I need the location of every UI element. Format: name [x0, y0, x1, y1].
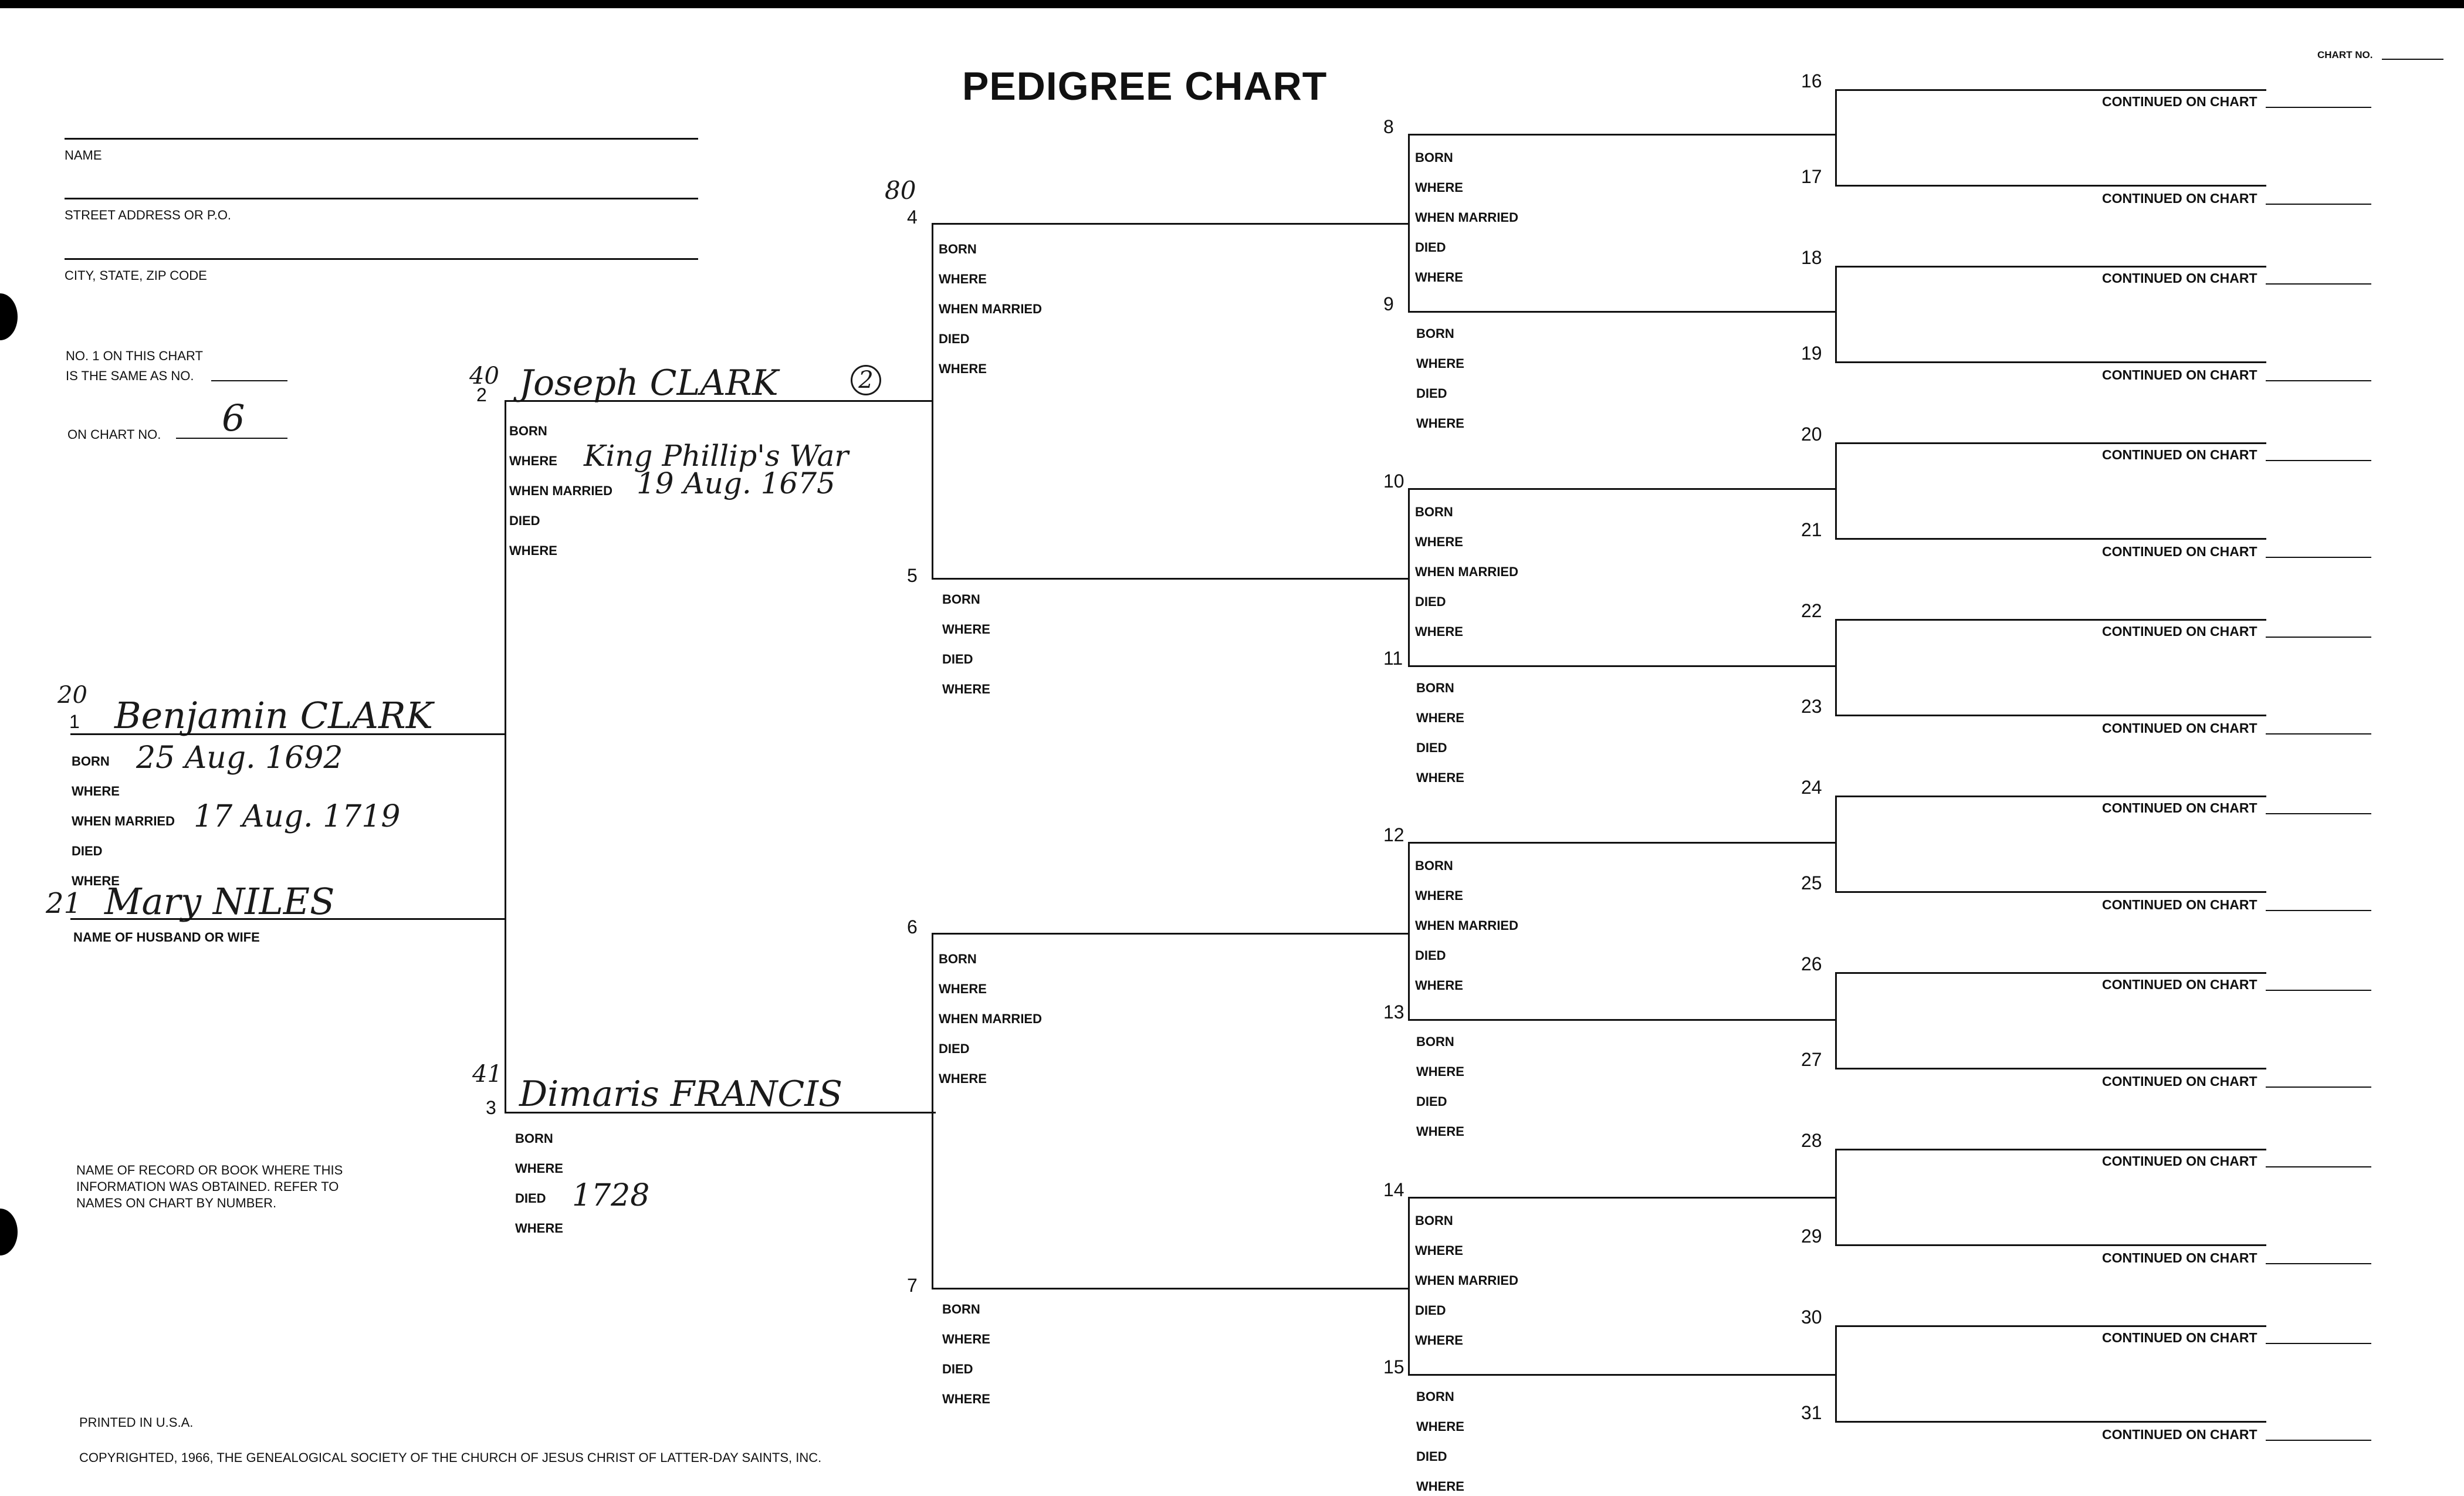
bracket-30 [1835, 1325, 1837, 1421]
person4-where-label-4: WHERE [939, 361, 987, 376]
person18-line [1835, 266, 2266, 268]
person14-line [1408, 1197, 1835, 1199]
bracket-28 [1835, 1149, 1837, 1244]
person2-where-label: WHERE [509, 453, 557, 468]
person30-number: 30 [1801, 1307, 1822, 1328]
city-line[interactable] [65, 258, 698, 260]
continued-field-28[interactable] [2266, 1166, 2371, 1167]
same-as-label-2: IS THE SAME AS NO. [66, 368, 194, 383]
person6-where-label-4: WHERE [939, 1071, 987, 1086]
person8-died-label-3: DIED [1415, 240, 1446, 255]
person27-line [1835, 1068, 2266, 1069]
bracket-10 [1408, 488, 1410, 665]
person24-line [1835, 796, 2266, 797]
person7-number: 7 [907, 1275, 918, 1296]
person10-when_married-label-2: WHEN MARRIED [1415, 564, 1518, 579]
person26-line [1835, 972, 2266, 974]
person23-number: 23 [1801, 696, 1822, 717]
person1-where2-label: WHERE [72, 874, 120, 888]
person9-born-label-0: BORN [1416, 326, 1454, 341]
person1-where-label: WHERE [72, 784, 120, 798]
person10-died-label-3: DIED [1415, 594, 1446, 609]
continued-label-28: CONTINUED ON CHART [2102, 1153, 2257, 1169]
person12-number: 12 [1383, 824, 1404, 845]
bracket-6 [932, 933, 933, 1288]
person6-died-label-3: DIED [939, 1041, 970, 1056]
source-note-line-3: NAMES ON CHART BY NUMBER. [76, 1196, 277, 1210]
person7-born-label-0: BORN [942, 1302, 980, 1316]
person1-born: 25 Aug. 1692 [136, 740, 343, 776]
person5-died-label-2: DIED [942, 652, 973, 666]
person14-born-label-0: BORN [1415, 1213, 1453, 1228]
person4-ref: 80 [885, 176, 916, 205]
continued-label-30: CONTINUED ON CHART [2102, 1330, 2257, 1345]
person17-line [1835, 185, 2266, 187]
person15-died-label-2: DIED [1416, 1449, 1447, 1464]
spouse-line [70, 918, 505, 920]
person15-where-label-1: WHERE [1416, 1419, 1464, 1434]
person10-where-label-4: WHERE [1415, 624, 1463, 639]
bracket-14 [1408, 1197, 1410, 1374]
name-line[interactable] [65, 138, 698, 140]
continued-field-17[interactable] [2266, 204, 2371, 205]
continued-label-27: CONTINUED ON CHART [2102, 1074, 2257, 1089]
person2-married: 19 Aug. 1675 [637, 466, 835, 500]
address-label: STREET ADDRESS OR P.O. [65, 208, 232, 222]
person15-born-label-0: BORN [1416, 1389, 1454, 1404]
continued-label-20: CONTINUED ON CHART [2102, 447, 2257, 462]
continued-label-24: CONTINUED ON CHART [2102, 800, 2257, 815]
person7-where-label-3: WHERE [942, 1392, 990, 1406]
person8-when_married-label-2: WHEN MARRIED [1415, 210, 1518, 225]
person13-where-label-1: WHERE [1416, 1064, 1464, 1079]
person12-when_married-label-2: WHEN MARRIED [1415, 918, 1518, 933]
continued-label-19: CONTINUED ON CHART [2102, 367, 2257, 383]
continued-field-24[interactable] [2266, 813, 2371, 814]
on-chart-label: ON CHART NO. [67, 427, 161, 442]
person1-ref: 20 [57, 682, 87, 709]
continued-field-21[interactable] [2266, 557, 2371, 558]
top-border [0, 0, 2464, 8]
person12-where-label-1: WHERE [1415, 888, 1463, 903]
person7-died-label-2: DIED [942, 1362, 973, 1376]
person5-number: 5 [907, 565, 918, 586]
person12-born-label-0: BORN [1415, 858, 1453, 873]
person23-line [1835, 715, 2266, 716]
person2-number: 2 [476, 384, 487, 405]
person13-number: 13 [1383, 1001, 1404, 1023]
person16-number: 16 [1801, 70, 1822, 92]
person1-number: 1 [69, 711, 80, 732]
city-label: CITY, STATE, ZIP CODE [65, 268, 207, 283]
person14-where-label-1: WHERE [1415, 1243, 1463, 1258]
person2-name: Joseph CLARK [519, 363, 779, 404]
person5-where-label-3: WHERE [942, 682, 990, 696]
person9-died-label-2: DIED [1416, 386, 1447, 401]
person15-number: 15 [1383, 1356, 1404, 1377]
person3-died-label: DIED [515, 1191, 546, 1206]
person6-number: 6 [907, 916, 918, 937]
person28-line [1835, 1149, 2266, 1150]
person2-married-label: WHEN MARRIED [509, 483, 612, 498]
continued-label-29: CONTINUED ON CHART [2102, 1250, 2257, 1265]
person10-born-label-0: BORN [1415, 505, 1453, 519]
person4-number: 4 [907, 207, 918, 228]
person3-where-label: WHERE [515, 1161, 563, 1176]
person9-where-label-3: WHERE [1416, 416, 1464, 431]
person8-born-label-0: BORN [1415, 150, 1453, 165]
person5-line [932, 578, 1408, 580]
bracket-18 [1835, 266, 1837, 361]
person17-number: 17 [1801, 166, 1822, 187]
person25-number: 25 [1801, 872, 1822, 893]
continued-label-25: CONTINUED ON CHART [2102, 897, 2257, 912]
person19-number: 19 [1801, 343, 1822, 364]
person12-died-label-3: DIED [1415, 948, 1446, 963]
person11-line [1408, 665, 1835, 667]
person6-where-label-1: WHERE [939, 981, 987, 996]
continued-label-26: CONTINUED ON CHART [2102, 977, 2257, 992]
person16-line [1835, 89, 2266, 91]
person25-line [1835, 891, 2266, 893]
continued-field-30[interactable] [2266, 1343, 2371, 1344]
person29-number: 29 [1801, 1226, 1822, 1247]
continued-label-23: CONTINUED ON CHART [2102, 720, 2257, 736]
person27-number: 27 [1801, 1049, 1822, 1070]
person14-when_married-label-2: WHEN MARRIED [1415, 1273, 1518, 1288]
person10-number: 10 [1383, 471, 1404, 492]
continued-field-18[interactable] [2266, 283, 2371, 285]
person15-line [1408, 1374, 1835, 1376]
person11-where-label-3: WHERE [1416, 770, 1464, 785]
person8-number: 8 [1383, 116, 1394, 137]
person2-where2-label: WHERE [509, 543, 557, 558]
person11-number: 11 [1383, 648, 1403, 669]
continued-field-29[interactable] [2266, 1263, 2371, 1264]
person26-number: 26 [1801, 953, 1822, 974]
person3-born-label: BORN [515, 1131, 553, 1146]
person2-born-label: BORN [509, 424, 547, 438]
person4-died-label-3: DIED [939, 331, 970, 346]
person4-where-label-1: WHERE [939, 272, 987, 286]
person2-circled: 2 [851, 365, 881, 395]
person11-died-label-2: DIED [1416, 740, 1447, 755]
punch-hole-top [0, 293, 18, 340]
person12-where-label-4: WHERE [1415, 978, 1463, 993]
bracket-26 [1835, 972, 1837, 1068]
person1-born-label: BORN [72, 754, 110, 769]
continued-label-31: CONTINUED ON CHART [2102, 1427, 2257, 1442]
person30-line [1835, 1325, 2266, 1327]
person20-line [1835, 442, 2266, 444]
person2-line [505, 400, 932, 402]
person14-died-label-3: DIED [1415, 1303, 1446, 1318]
person4-born-label-0: BORN [939, 242, 977, 256]
continued-field-25[interactable] [2266, 910, 2371, 911]
punch-hole-bottom [0, 1209, 18, 1255]
person28-number: 28 [1801, 1130, 1822, 1151]
person1-name: Benjamin CLARK [114, 694, 434, 737]
person9-line [1408, 311, 1835, 313]
person21-line [1835, 538, 2266, 540]
continued-field-20[interactable] [2266, 460, 2371, 461]
person3-line [505, 1112, 936, 1113]
person1-died-label: DIED [72, 844, 103, 858]
person5-born-label-0: BORN [942, 592, 980, 607]
source-note-line-2: INFORMATION WAS OBTAINED. REFER TO [76, 1179, 339, 1194]
person3-ref: 41 [472, 1061, 502, 1088]
continued-label-18: CONTINUED ON CHART [2102, 270, 2257, 286]
person20-number: 20 [1801, 424, 1822, 445]
person21-number: 21 [1801, 519, 1822, 540]
bracket-12 [1408, 842, 1410, 1019]
continued-label-21: CONTINUED ON CHART [2102, 544, 2257, 559]
person14-where-label-4: WHERE [1415, 1333, 1463, 1348]
name-label: NAME [65, 148, 102, 163]
same-as-label-1: NO. 1 ON THIS CHART [66, 348, 203, 363]
person2-died-label: DIED [509, 513, 540, 528]
continued-field-27[interactable] [2266, 1087, 2371, 1088]
bracket-16 [1835, 89, 1837, 185]
person13-died-label-2: DIED [1416, 1094, 1447, 1109]
source-note-line-1: NAME OF RECORD OR BOOK WHERE THIS [76, 1163, 343, 1177]
continued-field-23[interactable] [2266, 733, 2371, 735]
person29-line [1835, 1244, 2266, 1246]
bracket-22 [1835, 619, 1837, 715]
copyright-note: COPYRIGHTED, 1966, THE GENEALOGICAL SOCIETY OF THE CHURCH OF JESUS CHRIST OF LATTER-DAY SAINTS, INC. [79, 1450, 822, 1465]
bracket-24 [1835, 796, 1837, 891]
person31-number: 31 [1801, 1402, 1822, 1423]
bracket-4 [932, 223, 933, 578]
person8-where-label-1: WHERE [1415, 180, 1463, 195]
person5-where-label-1: WHERE [942, 622, 990, 637]
person15-where-label-3: WHERE [1416, 1479, 1464, 1494]
person3-died: 1728 [572, 1178, 650, 1213]
continued-field-31[interactable] [2266, 1440, 2371, 1441]
person1-married: 17 Aug. 1719 [194, 799, 401, 834]
person13-where-label-3: WHERE [1416, 1124, 1464, 1139]
person2-where: King Phillip's War [584, 439, 849, 473]
continued-field-22[interactable] [2266, 637, 2371, 638]
person2-ref: 40 [469, 363, 499, 390]
person11-born-label-0: BORN [1416, 681, 1454, 695]
continued-label-16: CONTINUED ON CHART [2102, 94, 2257, 109]
person22-line [1835, 619, 2266, 621]
person12-line [1408, 842, 1835, 844]
person6-when_married-label-2: WHEN MARRIED [939, 1011, 1042, 1026]
on-chart-value: 6 [222, 397, 245, 439]
person4-line [932, 223, 1408, 225]
person10-where-label-1: WHERE [1415, 534, 1463, 549]
page-title: PEDIGREE CHART [962, 64, 1328, 109]
person10-line [1408, 488, 1835, 490]
bracket-1 [505, 400, 506, 1113]
person6-born-label-0: BORN [939, 952, 977, 966]
chart-no-field[interactable] [2382, 59, 2443, 60]
continued-field-16[interactable] [2266, 107, 2371, 108]
continued-field-19[interactable] [2266, 380, 2371, 381]
same-as-field[interactable] [211, 380, 287, 381]
person19-line [1835, 361, 2266, 363]
person6-line [932, 933, 1408, 935]
spouse-ref: 21 [46, 887, 82, 920]
printed-note: PRINTED IN U.S.A. [79, 1415, 194, 1430]
person8-line [1408, 134, 1835, 136]
chart-no-label: CHART NO. [2317, 49, 2373, 60]
person24-number: 24 [1801, 777, 1822, 798]
person11-where-label-1: WHERE [1416, 710, 1464, 725]
address-line[interactable] [65, 198, 698, 199]
person14-number: 14 [1383, 1179, 1404, 1200]
person1-married-label: WHEN MARRIED [72, 814, 175, 828]
continued-label-22: CONTINUED ON CHART [2102, 624, 2257, 639]
person31-line [1835, 1421, 2266, 1423]
continued-field-26[interactable] [2266, 990, 2371, 991]
person8-where-label-4: WHERE [1415, 270, 1463, 285]
spouse-name: Mary NILES [104, 880, 335, 923]
person3-name: Dimaris FRANCIS [519, 1074, 843, 1115]
bracket-20 [1835, 442, 1837, 538]
person9-number: 9 [1383, 293, 1394, 314]
person7-where-label-1: WHERE [942, 1332, 990, 1346]
person4-when_married-label-2: WHEN MARRIED [939, 302, 1042, 316]
person13-born-label-0: BORN [1416, 1034, 1454, 1049]
person13-line [1408, 1019, 1835, 1021]
person18-number: 18 [1801, 247, 1822, 268]
bracket-8 [1408, 134, 1410, 311]
person7-line [932, 1288, 1408, 1289]
person3-number: 3 [486, 1097, 496, 1118]
continued-label-17: CONTINUED ON CHART [2102, 191, 2257, 206]
person22-number: 22 [1801, 600, 1822, 621]
person1-line [70, 733, 505, 735]
person3-where2-label: WHERE [515, 1221, 563, 1236]
person9-where-label-1: WHERE [1416, 356, 1464, 371]
spouse-label: NAME OF HUSBAND OR WIFE [73, 930, 260, 945]
